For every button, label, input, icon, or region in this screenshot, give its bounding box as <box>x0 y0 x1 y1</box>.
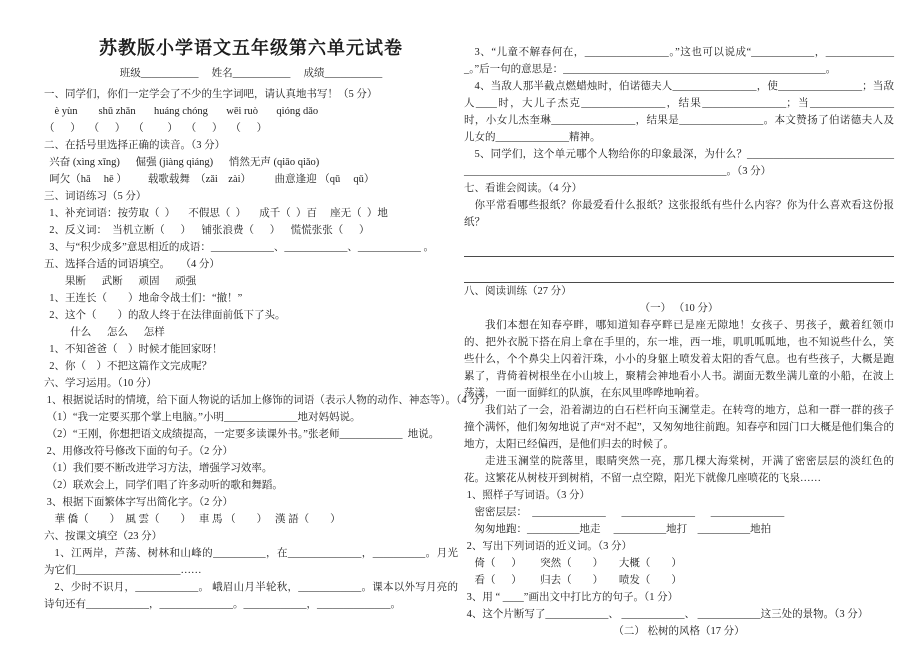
student-info-line: 班级___________ 姓名___________ 成绩___________ <box>119 68 383 79</box>
text-line: 兴奋 (xìng xīng) 倔强 (jiàng qiáng) 悄然无声 (qiāo qiǎo) <box>44 157 320 168</box>
right-column-lines <box>464 44 894 640</box>
text-line: 密密层层： ______________ ______________ ______________ <box>464 507 785 518</box>
text-line: 三、词语练习（5 分） <box>44 191 147 202</box>
text-line: 2、写出下列词语的近义词。（3 分） <box>464 541 632 552</box>
text-line: 六、按课文填空（23 分） <box>44 531 163 542</box>
text-line: 3、用 “ ____”画出文中打比方的句子。（1 分） <box>464 592 679 603</box>
text-line: 4、这个片断写了____________、 ____________、 ____________这三处的景物。（3 分） <box>464 609 869 620</box>
text-line: （1）我们要不断改进学习方法，增强学习效率。 <box>44 463 273 474</box>
text-line: 二、在括号里选择正确的读音。（3 分） <box>44 140 226 151</box>
text-line: è yùn shū zhǎn huáng chóng wēi ruò qióng dǎo <box>44 106 319 117</box>
text-line: 六、学习运用。（10 分） <box>44 378 157 389</box>
left-column <box>44 34 491 613</box>
text-line: 我们站了一会，沿着湖边的白石栏杆向玉澜堂走。在转弯的地方，总和一群一群的孩子撞个满怀，他们匆匆地说了声“对不起”，又匆匆地往前跑。知春亭和园门口大概是他们集合的地方，太阳已经偏西，是他们归去的时候了。 <box>464 405 894 450</box>
text-line: 你平常看哪些报纸？你最爱看什么报纸？这张报纸有些什么内容？你为什么喜欢看这份报纸？ <box>464 200 894 228</box>
text-line: （2）联欢会上，同学们唱了许多动听的歌和舞蹈。 <box>44 480 283 491</box>
text-line: 什么 怎么 怎样 <box>44 327 165 338</box>
text-line: 3、根据下面繁体字写出简化字。（2 分） <box>44 497 233 508</box>
text-line: 華 僑（ ） 風 雲（ ） 車 馬 （ ） 漢 語（ ） <box>44 514 341 525</box>
text-line: 2、反义词： 当机立断（ ） 铺张浪费（ ） 慌慌张张（ ） <box>44 225 370 236</box>
text-line: （二） 松树的风格（17 分） <box>613 626 745 637</box>
text-line: （一） （10 分） <box>639 303 719 314</box>
text-line: 八、阅读训练（27 分） <box>464 286 572 297</box>
text-line: 5、同学们，这个单元哪个人物给你的印象最深，为什么？______________________________________________________________________________。（3 分） <box>464 149 894 177</box>
text-line: 1、江两岸，芦荡、树林和山峰的__________，在______________，__________。月光为它们____________________…… <box>44 548 458 576</box>
text-line: 倚（ ） 突然（ ） 大概（ ） <box>464 558 682 569</box>
answer-rule-line <box>464 257 894 283</box>
text-line: 看（ ） 归去（ ） 喷发（ ） <box>464 575 682 586</box>
text-line: 4、当敌人那半截点燃蜡烛时，伯诺德夫人________________，使________________；当敌人____时，大儿子杰克________________，结果________________；当________________时，小女儿杰奎琳________________，结果是________________。本文赞扬了伯诺德夫人及儿女的______________精神。 <box>464 81 894 143</box>
left-column-lines <box>44 86 491 613</box>
text-line: 走进玉澜堂的院落里，眼睛突然一亮，那几棵大海棠树，开满了密密层层的淡红色的花。这繁花从树枝开到树梢，不留一点空隙，阳光下就像几座喷花的飞泉…… <box>464 456 894 484</box>
text-line: 1、照样子写词语。（3 分） <box>464 490 590 501</box>
answer-rule-line <box>464 231 894 257</box>
text-line: 2、你（ ）不把这篇作文完成呢？ <box>44 361 212 372</box>
text-line: 1、根据说话时的情境，给下面人物说的话加上修饰的词语（表示人物的动作、神态等）。（4 分） <box>44 395 491 406</box>
text-line: 3、与“积少成多”意思相近的成语：____________、____________、____________ 。 <box>44 242 434 253</box>
text-line: 1、不知爸爸（ ）时候才能回家呀！ <box>44 344 223 355</box>
text-line: 匆匆地跑：__________地走 __________地打 __________地拍 <box>464 524 772 535</box>
text-line: 1、补充词语：按劳取（ ） 不假思（ ） 成千（ ）百 座无（ ）地 <box>44 208 388 219</box>
text-line: 我们本想在知春亭畔，哪知道知春亭畔已是座无隙地！女孩子、男孩子，戴着红领巾的、把外衣脱下搭在肩上拿在手里的，东一堆，西一堆，叽叽呱呱地，也不知说些什么，笑些什么，个个鼻尖上闪着汗珠，小小的身躯上喷发着太阳的香气息。也有些孩子，大概是跑累了，背倚着树根坐在小山坡上，聚精会神地看小人书。湖面无数坐满儿童的小船，在波上荡漾，一面一面鲜红的队旗，在东风里哗哗地响着。 <box>464 320 894 399</box>
text-line: 2、这个（ ）的敌人终于在法律面前低下了头。 <box>44 310 286 321</box>
text-line: 2、用修改符号修改下面的句子。（2 分） <box>44 446 233 457</box>
text-line: 呵欠（hā hē ） 载歌载舞 （zǎi zài） 曲意逢迎 （qū qǔ） <box>44 174 375 185</box>
text-line: 七、看谁会阅读。（4 分） <box>464 183 583 194</box>
text-line: （1）“我一定要买那个掌上电脑。”小明______________地对妈妈说。 <box>44 412 361 423</box>
text-line: 3、“儿童不解春何在，________________。”这也可以说成“____________，______________。”后一句的意思是：__________________________________________________。 <box>464 47 894 75</box>
text-line: 2、少时不识月，____________。 峨眉山月半轮秋，____________。课本以外写月亮的诗句还有____________，______________。____________，______________。 <box>44 582 458 610</box>
text-line: 一、同学们，你们一定学会了不少的生字词吧，请认真地书写！（5 分） <box>44 89 378 100</box>
right-column <box>464 44 894 640</box>
text-line: 果断 武断 顽固 顽强 <box>44 276 197 287</box>
text-line: 1、王连长（ ）地命令战士们：“撤！” <box>44 293 243 304</box>
page-title: 苏教版小学语文五年级第六单元试卷 <box>99 38 403 58</box>
text-line: （2）“王刚，你想把语文成绩提高，一定要多读课外书。”张老师____________ 地说。 <box>44 429 440 440</box>
text-line: 五、选择合适的词语填空。 （4 分） <box>44 259 220 270</box>
text-line: （ ） （ ） （ ） （ ） （ ） <box>44 123 268 134</box>
